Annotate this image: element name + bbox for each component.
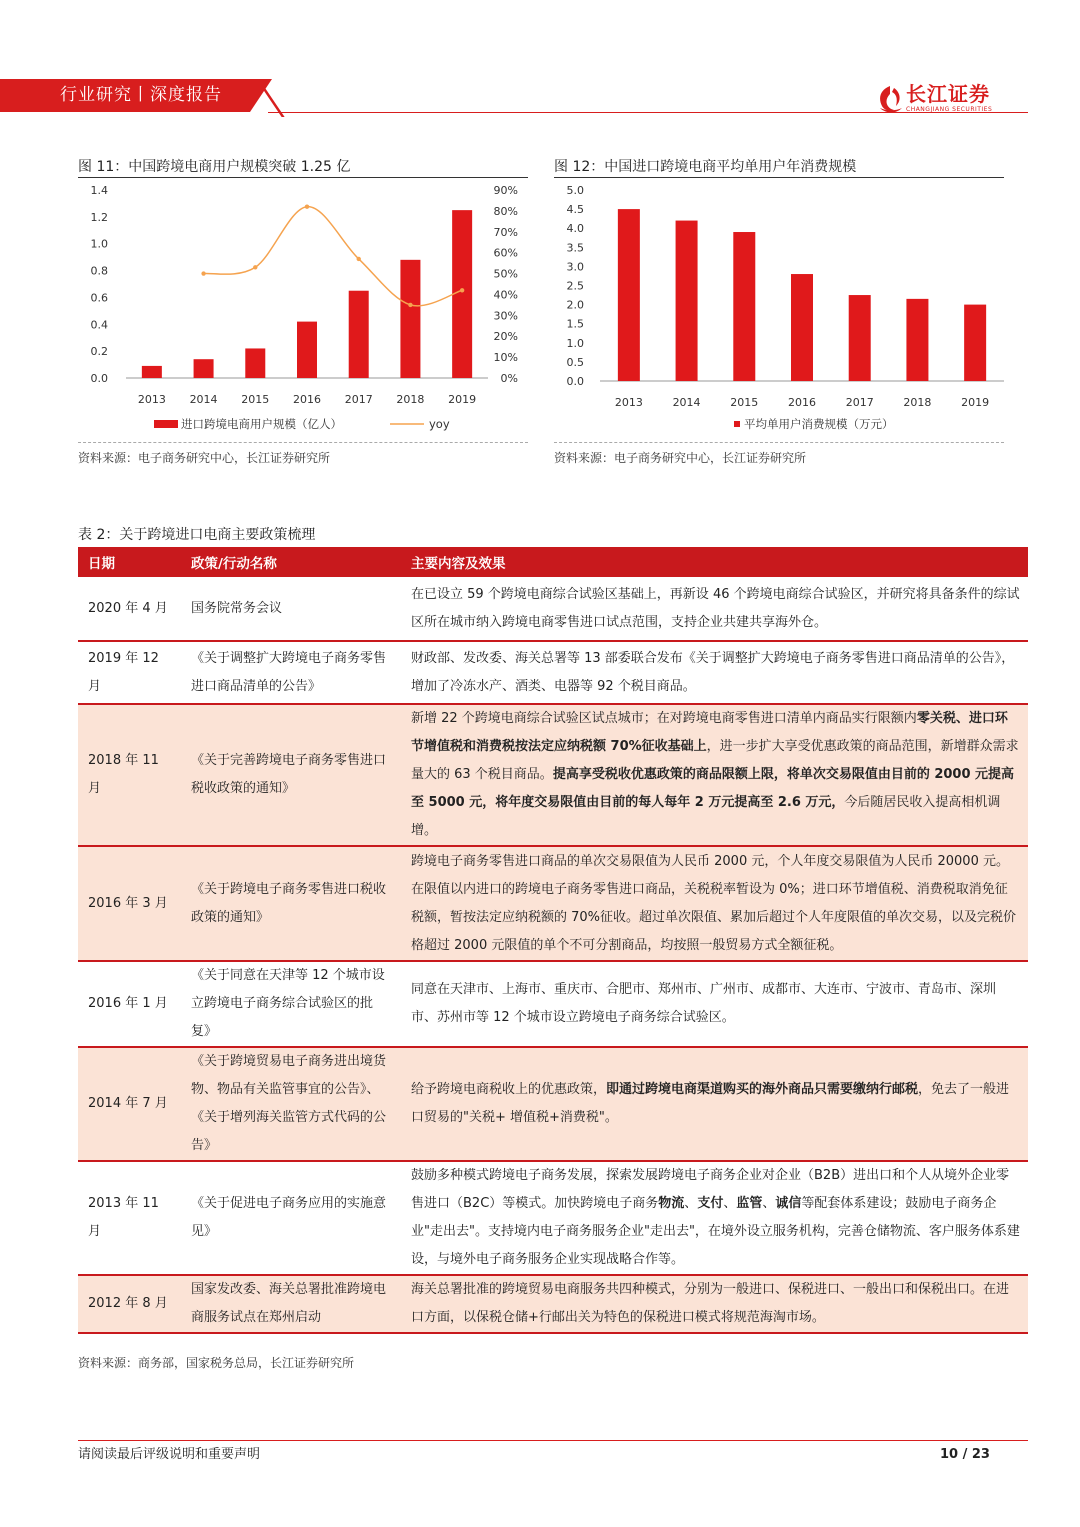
bar-2014 [676,221,698,381]
left-tick-label: 0.4 [90,318,108,332]
content-highlight: 诚信 [775,1196,802,1211]
bar-2019 [452,210,472,378]
bar-2017 [349,291,369,378]
content-text: 、 [723,1196,737,1211]
section-label: 行业研究丨深度报告 [60,85,222,105]
left-tick-label: 0.0 [90,372,108,385]
figure11-title: 图 11：中国跨境电商用户规模突破 1.25 亿 [78,159,351,175]
row-policy-name: 国家发改委、海关总署批准跨境电商服务试点在郑州启动 [181,1275,399,1333]
left-tick-label: 4.5 [566,203,584,217]
table-title: 表 2：关于跨境进口电商主要政策梳理 [78,527,316,543]
header-policy-name: 政策/行动名称 [181,547,399,577]
right-tick-label: 50% [493,267,518,281]
content-text: 财政部、发改委、海关总署等 13 部委联合发布《关于调整扩大跨境电子商务零售进口商品清单的公告》，增加了冷冻水产、酒类、电器等 92 个税目商品。 [411,650,1015,694]
table-row [78,961,1028,1047]
brand-name: 长江证券 [906,82,990,106]
figure12-bottom-rule [554,442,1004,443]
bar-2017 [849,295,871,381]
left-tick-label: 1.0 [90,237,108,251]
right-tick-label: 60% [493,246,518,260]
row-policy-name: 《关于跨境贸易电子商务进出境货物、物品有关监管事宜的公告》、《关于增列海关监管方式代码的公告》 [181,1047,399,1161]
content-text: ，进一步扩大享受优惠政策的商品范围，新增群众需求量大的 63 个税目商品。 [411,739,1019,782]
x-tick-label: 2017 [344,393,373,406]
figure12-title: 图 12：中国进口跨境电商平均单用户年消费规模 [554,159,857,175]
x-tick-label: 2019 [448,393,477,406]
brand-mark-icon [876,84,904,114]
x-tick-label: 2018 [396,393,425,406]
brand-subtitle: CHANGJIANG SECURITIES [906,106,993,113]
row-content [399,641,1028,704]
left-tick-label: 1.2 [90,210,108,224]
left-tick-label: 0.0 [566,375,584,388]
row-date: 2018 年 11 月 [78,704,181,846]
left-tick-label: 0.6 [90,291,108,305]
bar-2014 [194,359,214,378]
content-text: 在已设立 59 个跨境电商综合试验区基础上，再新设 46 个跨境电商综合试验区，并研究将具备条件的综试区所在城市纳入跨境电商零售进口试点范围，支持企业共建共享海外仓。 [411,586,1020,630]
row-policy-name: 《关于同意在天津等 12 个城市设立跨境电子商务综合试验区的批复》 [181,961,399,1047]
left-tick-label: 0.8 [90,264,108,278]
yoy-point [408,303,412,307]
x-tick-label: 2013 [137,393,166,406]
bar-2015 [733,232,755,381]
legend-bar-label: 进口跨境电商用户规模（亿人） [181,417,342,431]
bar-2015 [245,348,265,378]
content-text: ，免去了一般进口贸易的"关税+ 增值税+消费税"。 [411,1082,1010,1125]
figure12-source: 资料来源：电子商务研究中心，长江证券研究所 [554,451,807,465]
right-tick-label: 70% [493,225,518,239]
legend-bar-swatch [734,421,740,427]
table-header-row [78,547,1028,577]
row-content [399,1161,1028,1275]
row-policy-name: 《关于完善跨境电子商务零售进口税收政策的通知》 [181,704,399,846]
footer-rule [78,1440,1028,1441]
row-policy-name: 《关于跨境电子商务零售进口税收政策的通知》 [181,846,399,961]
row-policy-name: 《关于促进电子商务应用的实施意见》 [181,1161,399,1275]
right-tick-label: 40% [493,288,518,302]
x-tick-label: 2013 [614,396,643,409]
header-date: 日期 [78,547,181,577]
right-tick-label: 90% [493,184,518,197]
left-tick-label: 0.2 [90,345,108,359]
content-highlight: 零关税、进口环节增值税和消费税按法定应纳税额 70%征收基础上 [411,711,1008,754]
content-highlight: 物流 [658,1196,685,1211]
figure11-chart [78,178,528,438]
bar-2019 [964,305,986,381]
x-tick-label: 2018 [903,396,932,409]
yoy-point [357,257,361,261]
x-tick-label: 2014 [189,393,218,406]
content-highlight: 监管 [736,1196,763,1211]
x-tick-label: 2014 [672,396,701,409]
row-date: 2016 年 3 月 [78,846,181,961]
x-tick-label: 2017 [845,396,874,409]
right-tick-label: 0% [500,372,518,385]
row-date: 2014 年 7 月 [78,1047,181,1161]
row-date: 2016 年 1 月 [78,961,181,1047]
left-tick-label: 2.5 [566,279,584,293]
row-content [399,961,1028,1047]
header-content: 主要内容及效果 [399,547,1028,577]
row-policy-name: 《关于调整扩大跨境电子商务零售进口商品清单的公告》 [181,641,399,704]
bar-2018 [400,260,420,378]
x-tick-label: 2016 [293,393,321,406]
content-text: 新增 22 个跨境电商综合试验区试点城市；在对跨境电商零售进口清单内商品实行限额内 [411,711,917,726]
content-text: 鼓励多种模式跨境电子商务发展，探索发展跨境电子商务企业对企业（B2B）进出口和个人从境外企业零售进口（B2C）等模式。加快跨境电子商务 [411,1168,1010,1211]
x-tick-label: 2019 [961,396,990,409]
figure12-chart [554,178,1004,438]
left-tick-label: 2.0 [566,298,584,312]
bar-2013 [142,366,162,378]
right-tick-label: 20% [493,330,518,344]
yoy-line [204,207,463,306]
content-text: 海关总署批准的跨境贸易电商服务共四种模式，分别为一般进口、保税进口、一般出口和保税出口。在进口方面，以保税仓储+行邮出关为特色的保税进口模式将规范海淘市场。 [411,1282,1010,1325]
table-row [78,704,1028,846]
row-date: 2020 年 4 月 [78,577,181,641]
legend-bar-label: 平均单用户消费规模（万元） [744,417,894,431]
content-text: 给予跨境电商税收上的优惠政策， [411,1082,607,1097]
bar-2013 [618,209,640,381]
content-text: 今后随居民收入提高相机调增。 [411,795,1001,838]
yoy-point [201,271,205,275]
legend-line-label: yoy [429,417,450,431]
figure11-source: 资料来源：电子商务研究中心，长江证券研究所 [78,451,331,465]
right-tick-label: 80% [493,204,518,218]
content-highlight: 提高享受税收优惠政策的商品限额上限，将单次交易限值由目前的 2000 元提高至 5000 元，将年度交易限值由目前的每人每年 2 万元提高至 2.6 万元， [411,767,1015,810]
content-text: 等配套体系建设；鼓励电子商务企业"走出去"。支持境内电子商务服务企业"走出去"，在境外设立服务机构，完善仓储物流、客户服务体系建设，与境外电子商务服务企业实现战略合作等。 [411,1196,1020,1267]
right-tick-label: 10% [493,351,518,365]
content-text: 跨境电子商务零售进口商品的单次交易限值为人民币 2000 元，个人年度交易限值为人民币 20000 元。在限值以内进口的跨境电子商务零售进口商品，关税税率暂设为 0%；进口环节增值税、消费税取消免征税额，暂按法定应纳税额的 70%征收。超过单次限值、累加后超过个人年度限值的单次交易，以及完税价格超过 2000 元限值的单个不可分割商品，均按照一般贸易方式全额征税。 [411,853,1017,953]
x-tick-label: 2016 [788,396,816,409]
brand-logo [876,82,1016,116]
bar-2018 [906,299,928,381]
left-tick-label: 4.0 [566,222,584,236]
left-tick-label: 5.0 [566,184,584,197]
content-text: 同意在天津市、上海市、重庆市、合肥市、郑州市、广州市、成都市、大连市、宁波市、青岛市、深圳市、苏州市等 12 个城市设立跨境电子商务综合试验区。 [411,982,997,1025]
content-highlight: 支付 [697,1196,724,1211]
row-date: 2013 年 11 月 [78,1161,181,1275]
table-row [78,577,1028,641]
bar-2016 [791,274,813,381]
legend-bar-swatch [154,420,178,428]
row-content [399,1275,1028,1333]
table-row [78,641,1028,704]
row-content [399,577,1028,641]
left-tick-label: 1.0 [566,336,584,350]
table-row [78,1047,1028,1161]
left-tick-label: 0.5 [566,355,584,369]
bar-2016 [297,322,317,378]
table-source: 资料来源：商务部，国家税务总局，长江证券研究所 [78,1356,355,1370]
row-content [399,704,1028,846]
table-row [78,846,1028,961]
row-date: 2012 年 8 月 [78,1275,181,1333]
right-tick-label: 30% [493,309,518,323]
row-content [399,1047,1028,1161]
table-row [78,1275,1028,1333]
content-text: 、 [762,1196,776,1211]
x-tick-label: 2015 [241,393,270,406]
row-content [399,846,1028,961]
left-tick-label: 1.4 [90,184,108,197]
policy-table [78,547,1028,1334]
yoy-point [305,205,309,209]
footer-disclaimer: 请阅读最后评级说明和重要声明 [78,1447,261,1462]
x-tick-label: 2015 [730,396,759,409]
row-date: 2019 年 12 月 [78,641,181,704]
left-tick-label: 1.5 [566,317,584,331]
figure11-bottom-rule [78,442,528,443]
left-tick-label: 3.0 [566,260,584,274]
content-highlight: 即通过跨境电商渠道购买的海外商品只需要缴纳行邮税 [606,1082,919,1097]
left-tick-label: 3.5 [566,241,584,255]
content-text: 、 [684,1196,698,1211]
yoy-point [253,265,257,269]
page-number: 10 / 23 [940,1447,990,1462]
table-row [78,1161,1028,1275]
row-policy-name: 国务院常务会议 [181,577,399,641]
yoy-point [460,288,464,292]
